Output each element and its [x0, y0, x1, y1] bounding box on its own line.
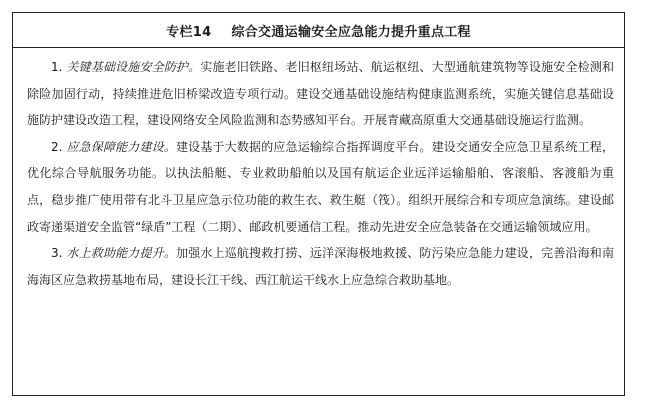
section-heading: 水上救助能力提升。	[66, 246, 176, 261]
section-heading: 应急保障能力建设。	[66, 139, 176, 154]
section-number: 3.	[51, 246, 63, 261]
column-content	[13, 48, 624, 293]
section-paragraph	[27, 54, 614, 134]
column-title: 综合交通运输安全应急能力提升重点工程	[231, 24, 471, 40]
column-label: 专栏14	[166, 24, 212, 40]
section-number: 1.	[51, 60, 63, 74]
section-body: 加强水上巡航搜救打捞、远洋深海极地救援、防污染应急能力建设，完善沿海和南海海区应急救捞基地布局，建设长江干线、西江航运干线水上应急综合救助基地。	[27, 246, 614, 287]
column-header	[13, 13, 624, 48]
section-paragraph	[27, 134, 614, 240]
section-heading: 关键基础设施安全防护。	[66, 60, 201, 74]
section-body: 建设基于大数据的应急运输综合指挥调度平台。建设交通安全应急卫星系统工程，优化综合导航服务功能。以执法船艇、专业救助船舶以及国有航运企业远洋运输船舶、客滚船、客渡船为重点，稳步推广使用带有北斗卫星应急示位功能的救生衣、救生艇（筏）。组织开展综合和专项应急演练。建设邮政寄递渠道安全监管“绿盾”工程（二期）、邮政机要通信工程。推动先进安全应急装备在交通运输领域应用。	[27, 139, 614, 234]
section-paragraph	[27, 240, 614, 293]
section-number: 2.	[51, 139, 63, 154]
section-body: 实施老旧铁路、老旧枢纽场站、航运枢纽、大型通航建筑物等设施安全检测和除险加固行动，持续推进危旧桥梁改造专项行动。建设交通基础设施结构健康监测系统，实施关键信息基础设施防护建设改造工程，建设网络安全风险监测和态势感知平台。开展青藏高原重大交通基础设施运行监测。	[27, 60, 614, 128]
special-column-box	[12, 12, 625, 396]
